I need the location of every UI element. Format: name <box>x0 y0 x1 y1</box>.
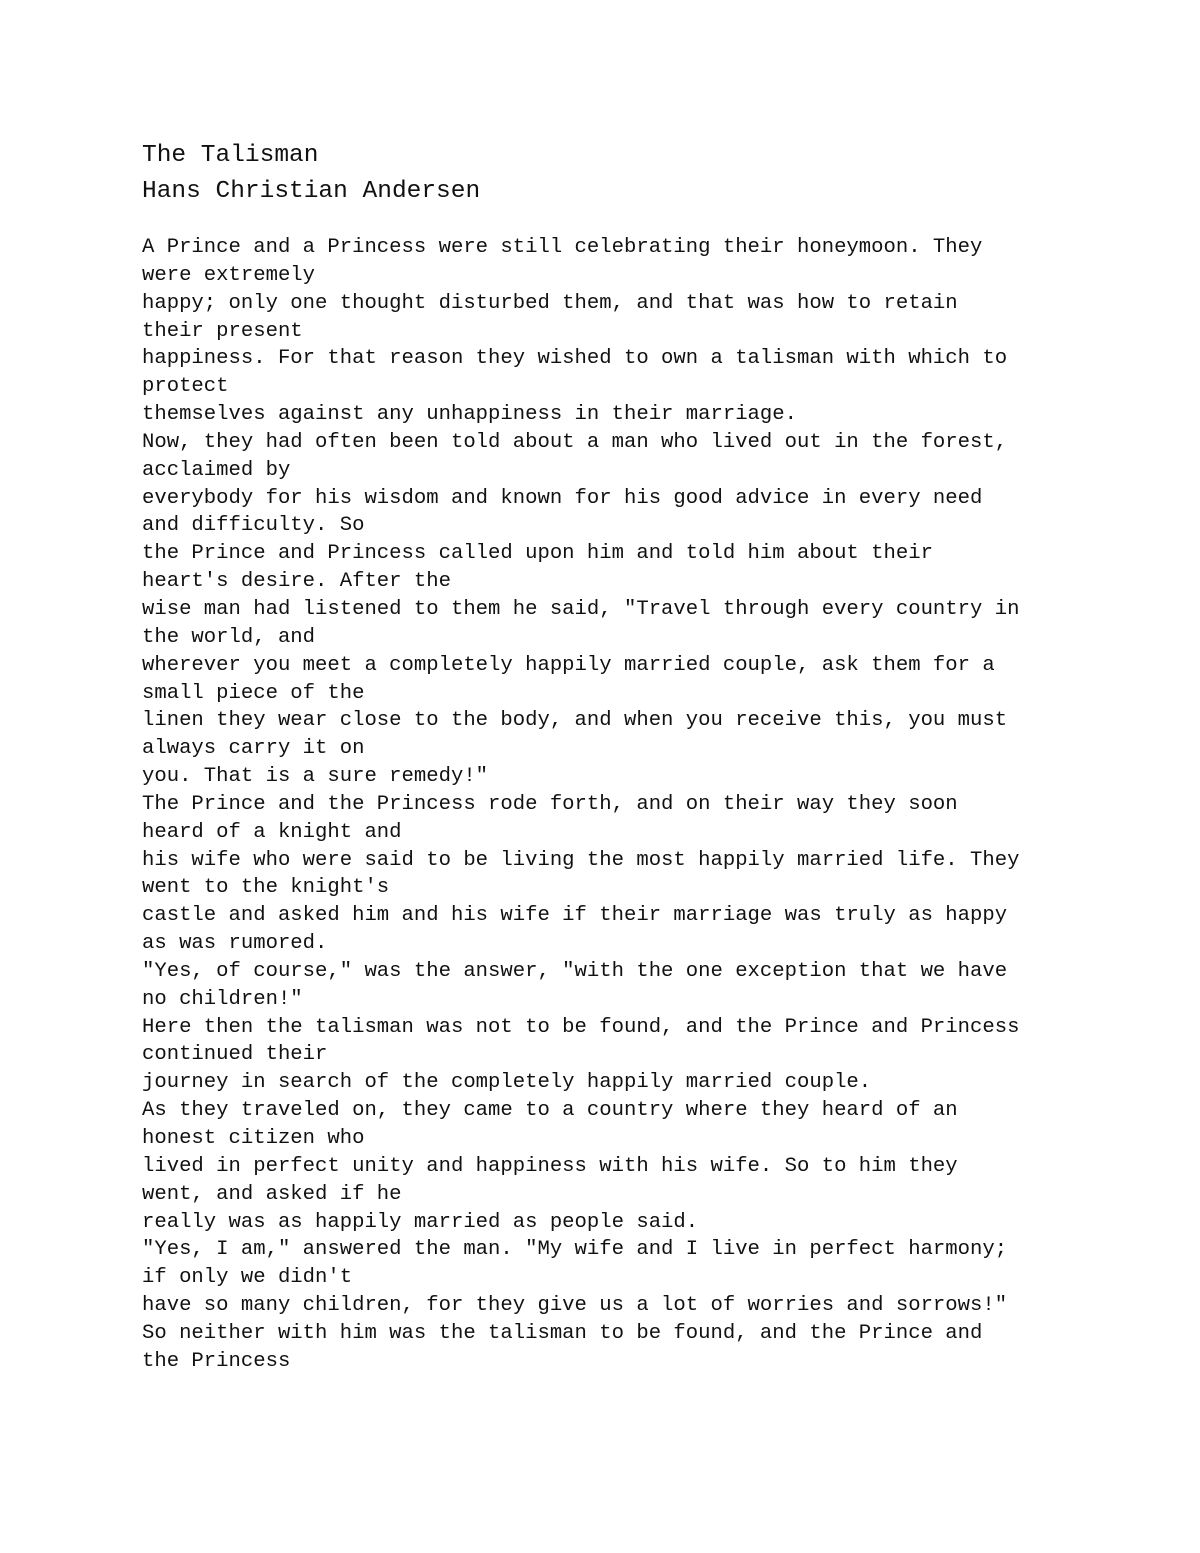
text-line: his wife who were said to be living the most happily married life. They <box>142 848 1020 872</box>
text-line: themselves against any unhappiness in their marriage. <box>142 403 797 427</box>
text-line: wherever you meet a completely happily married couple, ask them for a <box>142 653 995 677</box>
text-line: "Yes, of course," was the answer, "with the one exception that we have <box>142 959 1008 983</box>
text-line: really was as happily married as people said. <box>142 1210 699 1234</box>
text-line: Now, they had often been told about a man who lived out in the forest, <box>142 430 1008 454</box>
text-line: linen they wear close to the body, and when you receive this, you must <box>142 709 1008 733</box>
text-line: protect <box>142 375 229 399</box>
document-content <box>142 138 1152 1376</box>
text-line: wise man had listened to them he said, "Travel through every country in <box>142 597 1020 621</box>
text-line: As they traveled on, they came to a country where they heard of an <box>142 1099 958 1123</box>
text-line: journey in search of the completely happily married couple. <box>142 1071 872 1095</box>
text-line: honest citizen who <box>142 1127 365 1150</box>
text-line: lived in perfect unity and happiness with his wife. So to him they <box>142 1154 958 1178</box>
document-body <box>142 234 1152 1376</box>
text-line: were extremely <box>142 263 316 287</box>
text-line: you. That is a sure remedy!" <box>142 765 489 789</box>
text-line: heart's desire. After the <box>142 570 451 594</box>
text-line: the Princess <box>142 1349 291 1373</box>
text-line: So neither with him was the talisman to be found, and the Prince and <box>142 1321 983 1345</box>
text-line: went to the knight's <box>142 876 390 900</box>
heading-spacer <box>142 210 1152 234</box>
text-line: everybody for his wisdom and known for his good advice in every need <box>142 486 983 510</box>
text-line: have so many children, for they give us a lot of worries and sorrows!" <box>142 1294 1008 1318</box>
text-line: the Prince and Princess called upon him and told him about their <box>142 542 933 566</box>
text-line: as was rumored. <box>142 932 328 956</box>
document-title: The Talisman <box>142 142 319 169</box>
text-line: Here then the talisman was not to be found, and the Prince and Princess <box>142 1015 1020 1039</box>
text-line: The Prince and the Princess rode forth, and on their way they soon <box>142 792 958 816</box>
text-line: the world, and <box>142 625 316 649</box>
text-line: small piece of the <box>142 681 365 705</box>
text-line: A Prince and a Princess were still celebrating their honeymoon. They <box>142 236 983 259</box>
text-line: continued their <box>142 1043 328 1067</box>
text-line: always carry it on <box>142 737 365 761</box>
text-line: and difficulty. So <box>142 514 365 538</box>
text-line: "Yes, I am," answered the man. "My wife and I live in perfect harmony; <box>142 1238 1008 1262</box>
text-line: went, and asked if he <box>142 1182 402 1206</box>
text-line: acclaimed by <box>142 458 291 482</box>
document-author: Hans Christian Andersen <box>142 178 481 205</box>
text-line: no children!" <box>142 987 303 1011</box>
text-line: if only we didn't <box>142 1266 353 1290</box>
text-line: their present <box>142 319 303 343</box>
text-line: happiness. For that reason they wished to own a talisman with which to <box>142 347 1008 371</box>
text-line: castle and asked him and his wife if their marriage was truly as happy <box>142 904 1008 928</box>
text-line: heard of a knight and <box>142 820 402 844</box>
text-line: happy; only one thought disturbed them, and that was how to retain <box>142 291 958 315</box>
